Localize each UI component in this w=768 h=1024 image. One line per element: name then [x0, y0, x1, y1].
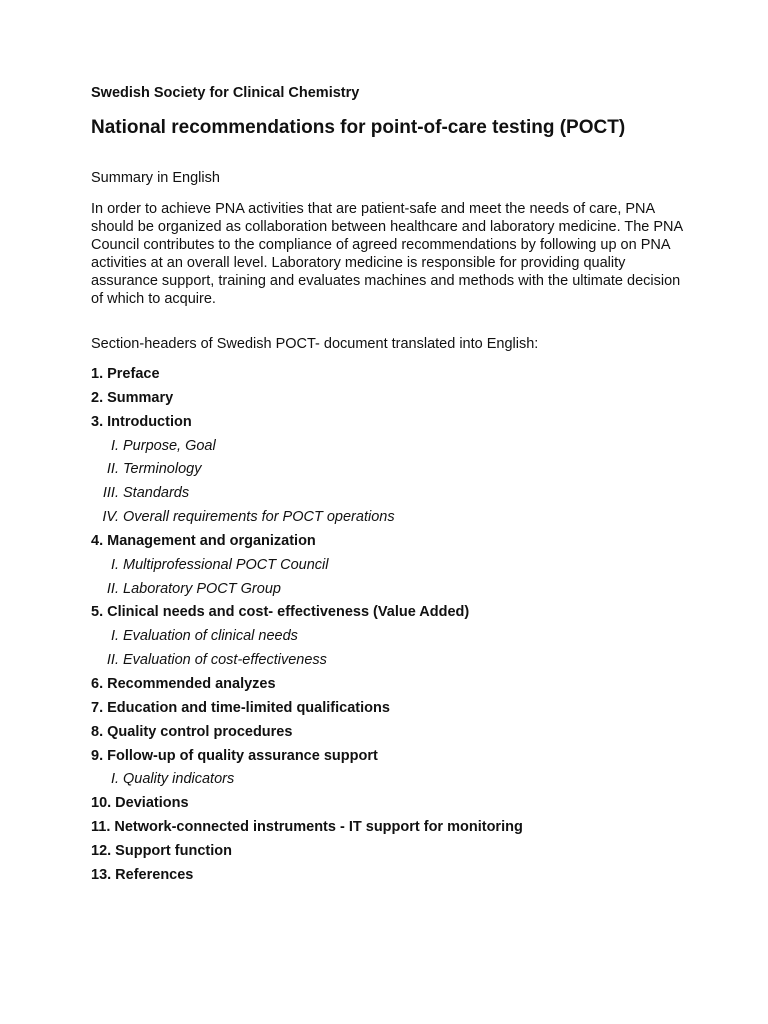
- summary-line: activities at an overall level. Laboratory medicine is responsible for providing quality: [91, 255, 626, 271]
- subsection-number: I.: [110, 556, 119, 573]
- section-item: 5. Clinical needs and cost- effectiveness (Value Added): [91, 604, 470, 621]
- subsection-number: III.: [102, 485, 119, 502]
- subsection-label: Laboratory POCT Group: [123, 580, 281, 597]
- subsection-item: [91, 627, 523, 651]
- subsection-item: [91, 770, 523, 794]
- subsection-label: Evaluation of clinical needs: [123, 628, 298, 645]
- summary-line: should be organized as collaboration between healthcare and laboratory medicine. The PNA: [91, 219, 684, 235]
- subsection-label: Evaluation of cost-effectiveness: [123, 652, 327, 669]
- summary-line: Council contributes to the compliance of agreed recommendations by following up on PNA: [91, 237, 671, 253]
- subsection-item: [91, 508, 523, 532]
- subsection-number: I.: [110, 437, 119, 454]
- summary-line: assurance support, training and evaluates machines and methods with the ultimate decision: [91, 273, 681, 289]
- subsection-number: I.: [110, 628, 119, 645]
- section-item: 11. Network-connected instruments - IT support for monitoring: [91, 819, 523, 836]
- section-item: 10. Deviations: [91, 795, 189, 812]
- subsection-label: Overall requirements for POCT operations: [123, 509, 395, 526]
- section-item: 7. Education and time-limited qualifications: [91, 699, 390, 716]
- organization-name: Swedish Society for Clinical Chemistry: [91, 85, 360, 101]
- subsection-label: Multiprofessional POCT Council: [123, 556, 329, 573]
- section-item: 8. Quality control procedures: [91, 723, 293, 740]
- section-list: [91, 365, 523, 890]
- subsection-label: Standards: [123, 485, 190, 502]
- subsection-item: [91, 437, 523, 461]
- summary-line: In order to achieve PNA activities that are patient-safe and meet the needs of care, PNA: [91, 201, 656, 217]
- subsection-number: II.: [106, 580, 119, 597]
- subsection-number: II.: [106, 461, 119, 478]
- document-title: National recommendations for point-of-care testing (POCT): [91, 117, 626, 138]
- section-item: 3. Introduction: [91, 413, 192, 430]
- summary-line: of which to acquire.: [91, 291, 216, 307]
- section-item: 1. Preface: [91, 366, 160, 382]
- subsection-label: Purpose, Goal: [123, 437, 216, 454]
- subsection-item: [91, 484, 523, 508]
- subsection-number: II.: [106, 652, 119, 669]
- subsection-number: IV.: [102, 509, 119, 526]
- section-item: 6. Recommended analyzes: [91, 675, 276, 692]
- subsection-item: [91, 580, 523, 604]
- subsection-item: [91, 460, 523, 484]
- section-item: 12. Support function: [91, 842, 232, 859]
- subsection-label: Terminology: [123, 461, 202, 478]
- subsection-number: I.: [110, 771, 119, 788]
- subsection-label: Quality indicators: [123, 771, 235, 788]
- section-item: 9. Follow-up of quality assurance support: [91, 747, 378, 764]
- section-item: 13. References: [91, 866, 194, 883]
- section-item: 2. Summary: [91, 389, 174, 406]
- subsection-item: [91, 556, 523, 580]
- section-item: 4. Management and organization: [91, 532, 316, 549]
- summary-paragraph: [91, 200, 683, 308]
- summary-heading: Summary in English: [91, 170, 220, 186]
- subsection-item: [91, 651, 523, 675]
- sections-intro: Section-headers of Swedish POCT- document translated into English:: [91, 336, 539, 352]
